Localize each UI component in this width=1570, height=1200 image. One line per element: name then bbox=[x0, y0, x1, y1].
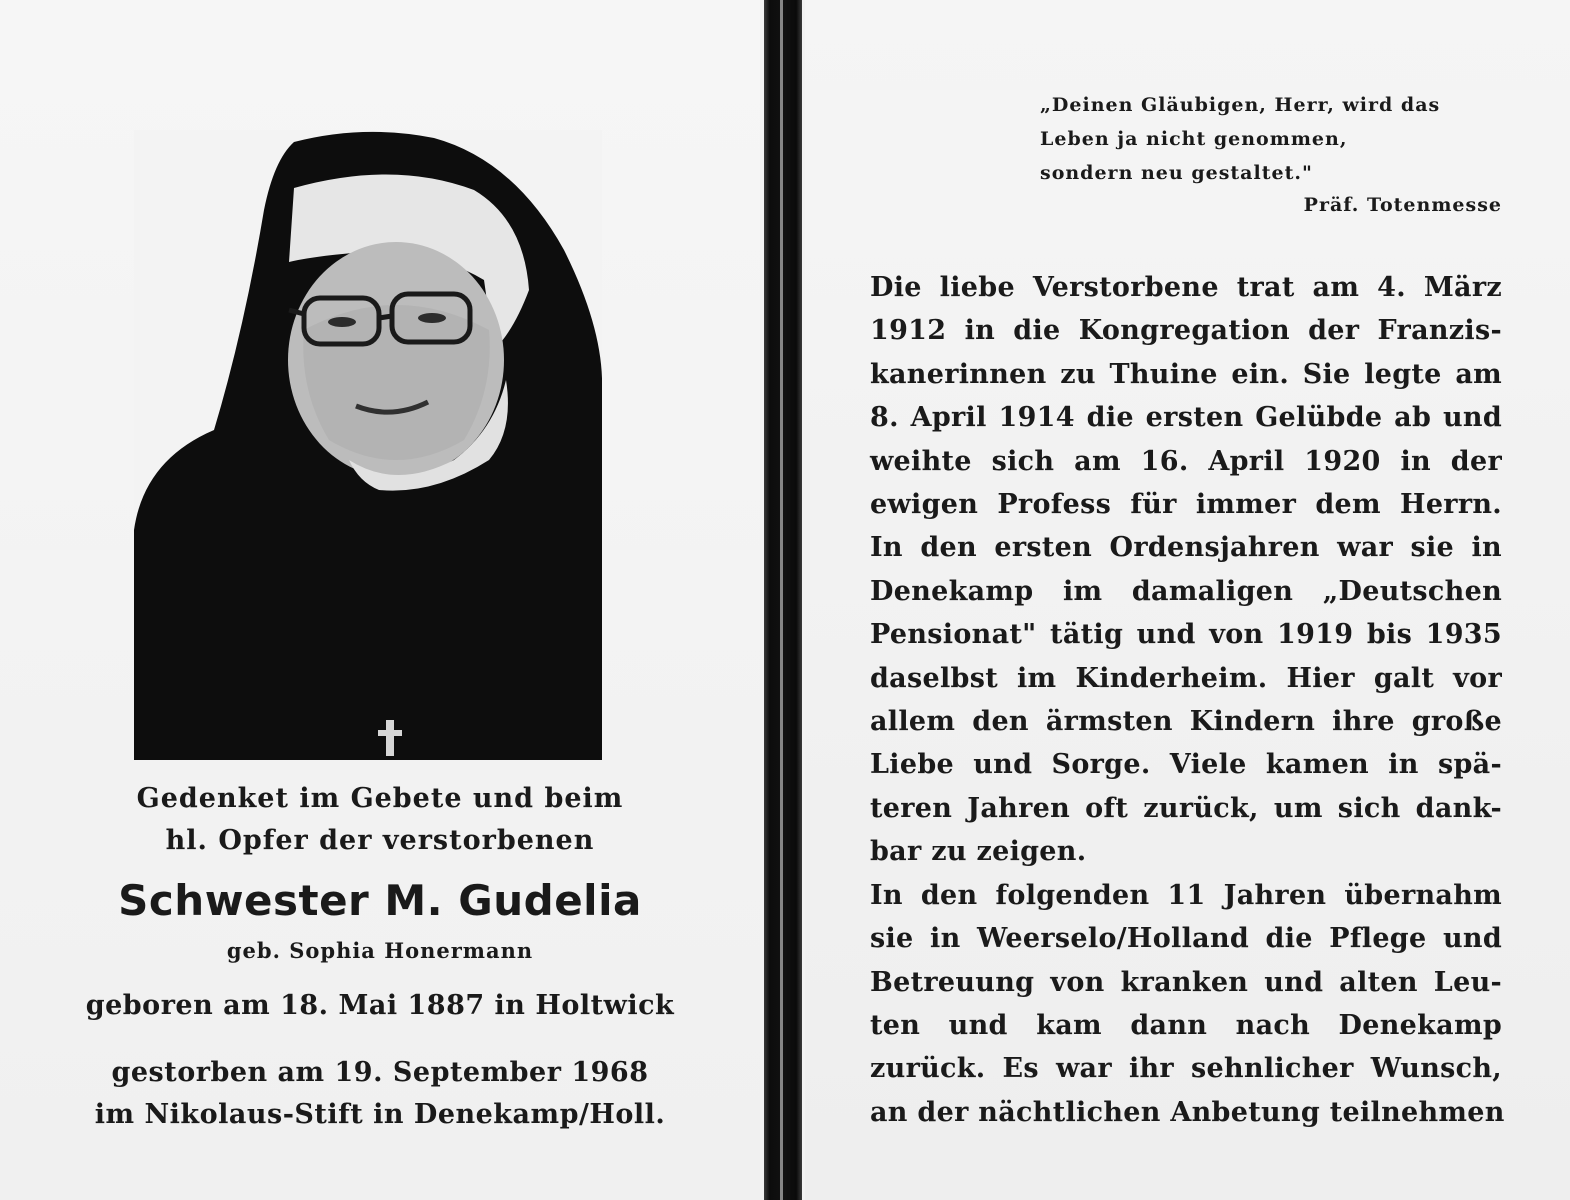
quote-line: „Deinen Gläubigen, Herr, wird das bbox=[1040, 94, 1441, 116]
quote-line: Leben ja nicht genommen, bbox=[1040, 128, 1348, 150]
bio-line: teren Jahren oft zurück, um sich dank- bbox=[870, 792, 1502, 824]
eye-right bbox=[418, 313, 446, 323]
bio-line: ewigen Profess für immer dem Herrn. bbox=[870, 489, 1502, 521]
birth-name: geb. Sophia Honermann bbox=[226, 938, 534, 963]
portrait-photo bbox=[134, 130, 602, 760]
prayer-line: hl. Opfer der verstorbenen bbox=[165, 825, 595, 856]
bio-line: Denekamp im damaligen „Deutschen bbox=[870, 575, 1502, 607]
prayer-line: Gedenket im Gebete und beim bbox=[136, 783, 624, 814]
bio-line: Betreuung von kranken und alten Leu- bbox=[870, 966, 1502, 998]
quote-source: Präf. Totenmesse bbox=[1303, 194, 1502, 216]
eye-left bbox=[328, 317, 356, 327]
biography-text bbox=[870, 266, 1505, 1134]
death-line: gestorben am 19. September 1968 bbox=[111, 1057, 649, 1088]
bio-line: 8. April 1914 die ersten Gelübde ab und bbox=[870, 402, 1502, 434]
fold-black-bar bbox=[764, 0, 802, 1200]
bio-line: Liebe und Sorge. Viele kamen in spä- bbox=[870, 749, 1502, 781]
bio-line: sie in Weerselo/Holland die Pflege und bbox=[870, 923, 1502, 955]
quote-line: sondern neu gestaltet." bbox=[1040, 162, 1313, 184]
bio-line: In den folgenden 11 Jahren übernahm bbox=[870, 879, 1502, 911]
prayer-request bbox=[0, 778, 760, 862]
cross-bar bbox=[378, 730, 402, 736]
bio-line: 1912 in die Kongregation der Franzis- bbox=[870, 315, 1502, 347]
bio-line: allem den ärmsten Kindern ihre große bbox=[870, 706, 1502, 738]
fold-streak bbox=[780, 0, 783, 1200]
bio-line: Pensionat" tätig und von 1919 bis 1935 bbox=[870, 619, 1502, 651]
deceased-name: Schwester M. Gudelia bbox=[118, 876, 642, 925]
death-line: im Nikolaus-Stift in Denekamp/Holl. bbox=[94, 1099, 666, 1130]
bio-line: In den ersten Ordensjahren war sie in bbox=[870, 532, 1502, 564]
birth-date-place: geboren am 18. Mai 1887 in Holtwick bbox=[85, 990, 675, 1021]
bio-line: daselbst im Kinderheim. Hier galt vor bbox=[870, 662, 1502, 694]
cross-pendant bbox=[386, 720, 394, 756]
portrait-image bbox=[134, 130, 602, 760]
bio-line: kanerinnen zu Thuine ein. Sie legte am bbox=[870, 358, 1502, 390]
face-shadow bbox=[303, 305, 489, 460]
bio-line: weihte sich am 16. April 1920 in der bbox=[870, 445, 1502, 477]
bio-line: zurück. Es war ihr sehnlicher Wunsch, bbox=[870, 1053, 1502, 1085]
scripture-quote bbox=[1040, 88, 1502, 222]
death-info bbox=[0, 1052, 760, 1136]
bio-line: Die liebe Verstorbene trat am 4. März bbox=[870, 272, 1502, 303]
bio-line: bar zu zeigen. bbox=[870, 836, 1087, 868]
bio-line: an der nächtlichen Anbetung teilnehmen bbox=[870, 1096, 1505, 1128]
bio-line: ten und kam dann nach Denekamp bbox=[870, 1009, 1502, 1041]
center-fold bbox=[760, 0, 805, 1200]
